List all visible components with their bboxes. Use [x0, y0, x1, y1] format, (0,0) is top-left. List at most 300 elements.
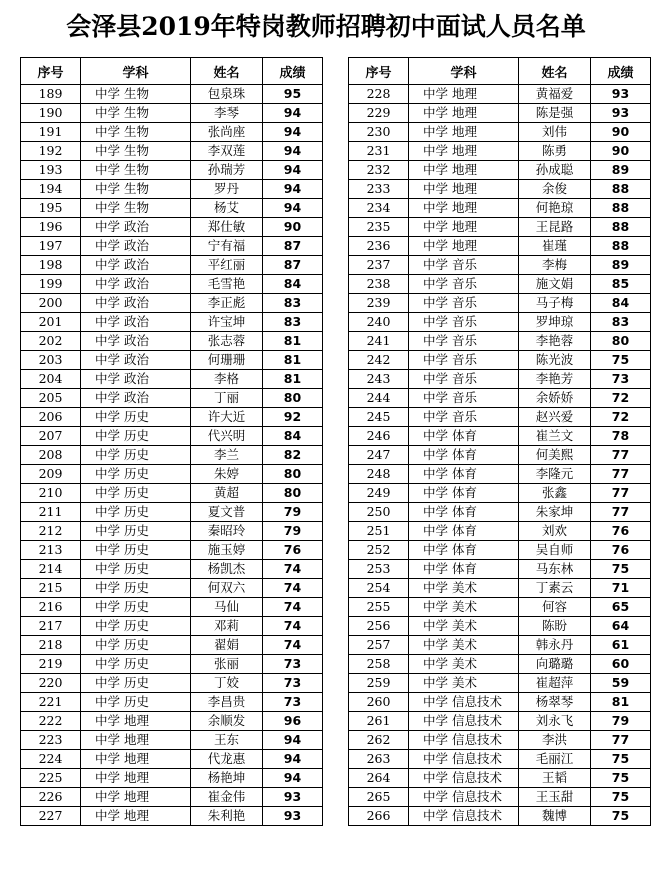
- cell-score: 79: [591, 712, 651, 731]
- cell-subject: 中学 地理: [81, 788, 191, 807]
- cell-score: 82: [263, 446, 323, 465]
- cell-name: 包泉珠: [191, 85, 263, 104]
- cell-score: 80: [263, 389, 323, 408]
- cell-index: 242: [349, 351, 409, 370]
- cell-subject: 中学 信息技术: [409, 693, 519, 712]
- cell-name: 李琴: [191, 104, 263, 123]
- cell-index: 214: [21, 560, 81, 579]
- cell-score: 64: [591, 617, 651, 636]
- table-row: [349, 275, 651, 294]
- cell-subject: 中学 美术: [409, 674, 519, 693]
- cell-index: 236: [349, 237, 409, 256]
- cell-name: 何艳琼: [519, 199, 591, 218]
- cell-subject: 中学 地理: [81, 807, 191, 826]
- table-row: [21, 446, 323, 465]
- cell-index: 210: [21, 484, 81, 503]
- cell-score: 94: [263, 142, 323, 161]
- table-row: [21, 484, 323, 503]
- cell-score: 72: [591, 408, 651, 427]
- cell-name: 毛丽江: [519, 750, 591, 769]
- cell-index: 253: [349, 560, 409, 579]
- cell-index: 205: [21, 389, 81, 408]
- header-subject: 学科: [81, 58, 191, 85]
- cell-score: 80: [263, 465, 323, 484]
- cell-name: 杨翠琴: [519, 693, 591, 712]
- cell-index: 238: [349, 275, 409, 294]
- cell-subject: 中学 生物: [81, 199, 191, 218]
- cell-score: 81: [263, 332, 323, 351]
- cell-score: 84: [263, 427, 323, 446]
- cell-name: 余俊: [519, 180, 591, 199]
- cell-name: 何珊珊: [191, 351, 263, 370]
- table-row: [349, 560, 651, 579]
- cell-index: 250: [349, 503, 409, 522]
- cell-index: 247: [349, 446, 409, 465]
- table-row: [21, 693, 323, 712]
- cell-name: 陈光波: [519, 351, 591, 370]
- table-row: [349, 579, 651, 598]
- cell-name: 夏文普: [191, 503, 263, 522]
- table-row: [349, 104, 651, 123]
- cell-subject: 中学 历史: [81, 446, 191, 465]
- cell-index: 196: [21, 218, 81, 237]
- cell-name: 李艳蓉: [519, 332, 591, 351]
- cell-index: 257: [349, 636, 409, 655]
- table-row: [349, 522, 651, 541]
- cell-subject: 中学 历史: [81, 674, 191, 693]
- cell-score: 75: [591, 769, 651, 788]
- cell-name: 马子梅: [519, 294, 591, 313]
- cell-subject: 中学 生物: [81, 104, 191, 123]
- cell-name: 刘欢: [519, 522, 591, 541]
- table-row: [349, 617, 651, 636]
- table-row: [21, 313, 323, 332]
- table-header-row: [349, 58, 651, 85]
- cell-subject: 中学 体育: [409, 560, 519, 579]
- cell-subject: 中学 信息技术: [409, 807, 519, 826]
- cell-index: 219: [21, 655, 81, 674]
- cell-name: 王韬: [519, 769, 591, 788]
- cell-subject: 中学 体育: [409, 541, 519, 560]
- cell-index: 203: [21, 351, 81, 370]
- table-row: [349, 636, 651, 655]
- table-row: [349, 180, 651, 199]
- cell-score: 92: [263, 408, 323, 427]
- cell-subject: 中学 政治: [81, 237, 191, 256]
- cell-name: 王昆路: [519, 218, 591, 237]
- cell-index: 211: [21, 503, 81, 522]
- cell-subject: 中学 美术: [409, 598, 519, 617]
- cell-score: 94: [263, 769, 323, 788]
- cell-score: 81: [263, 351, 323, 370]
- cell-subject: 中学 体育: [409, 427, 519, 446]
- cell-name: 张志蓉: [191, 332, 263, 351]
- cell-subject: 中学 信息技术: [409, 750, 519, 769]
- cell-subject: 中学 政治: [81, 256, 191, 275]
- table-row: [349, 427, 651, 446]
- table-row: [349, 598, 651, 617]
- cell-name: 黄福爱: [519, 85, 591, 104]
- cell-name: 何美熙: [519, 446, 591, 465]
- cell-score: 90: [591, 142, 651, 161]
- cell-index: 263: [349, 750, 409, 769]
- cell-subject: 中学 地理: [409, 123, 519, 142]
- cell-index: 239: [349, 294, 409, 313]
- cell-index: 213: [21, 541, 81, 560]
- cell-subject: 中学 政治: [81, 313, 191, 332]
- table-row: [21, 389, 323, 408]
- cell-score: 93: [591, 104, 651, 123]
- cell-name: 余娇娇: [519, 389, 591, 408]
- cell-index: 204: [21, 370, 81, 389]
- table-row: [21, 199, 323, 218]
- table-row: [21, 370, 323, 389]
- cell-name: 崔瑾: [519, 237, 591, 256]
- cell-index: 208: [21, 446, 81, 465]
- cell-index: 224: [21, 750, 81, 769]
- cell-index: 222: [21, 712, 81, 731]
- table-row: [21, 674, 323, 693]
- cell-score: 77: [591, 484, 651, 503]
- table-row: [349, 351, 651, 370]
- cell-subject: 中学 美术: [409, 636, 519, 655]
- cell-subject: 中学 历史: [81, 484, 191, 503]
- cell-subject: 中学 政治: [81, 332, 191, 351]
- cell-score: 94: [263, 123, 323, 142]
- cell-score: 59: [591, 674, 651, 693]
- cell-score: 73: [591, 370, 651, 389]
- header-index: 序号: [21, 58, 81, 85]
- table-row: [349, 807, 651, 826]
- cell-subject: 中学 历史: [81, 693, 191, 712]
- cell-subject: 中学 体育: [409, 484, 519, 503]
- cell-score: 75: [591, 351, 651, 370]
- cell-name: 李兰: [191, 446, 263, 465]
- table-row: [21, 180, 323, 199]
- cell-index: 225: [21, 769, 81, 788]
- cell-index: 244: [349, 389, 409, 408]
- table-row: [349, 503, 651, 522]
- cell-index: 256: [349, 617, 409, 636]
- table-row: [21, 256, 323, 275]
- table-header-row: [21, 58, 323, 85]
- cell-score: 77: [591, 731, 651, 750]
- table-row: [21, 750, 323, 769]
- cell-score: 80: [263, 484, 323, 503]
- table-row: [21, 636, 323, 655]
- table-row: [349, 541, 651, 560]
- cell-name: 毛雪艳: [191, 275, 263, 294]
- cell-score: 76: [263, 541, 323, 560]
- table-row: [349, 655, 651, 674]
- cell-score: 61: [591, 636, 651, 655]
- cell-name: 张尚座: [191, 123, 263, 142]
- cell-subject: 中学 地理: [81, 731, 191, 750]
- header-index: 序号: [349, 58, 409, 85]
- cell-name: 刘伟: [519, 123, 591, 142]
- cell-subject: 中学 政治: [81, 351, 191, 370]
- cell-name: 丁素云: [519, 579, 591, 598]
- cell-index: 198: [21, 256, 81, 275]
- cell-index: 199: [21, 275, 81, 294]
- cell-score: 89: [591, 256, 651, 275]
- cell-index: 209: [21, 465, 81, 484]
- table-row: [349, 788, 651, 807]
- cell-name: 崔金伟: [191, 788, 263, 807]
- cell-score: 71: [591, 579, 651, 598]
- table-row: [21, 807, 323, 826]
- cell-subject: 中学 信息技术: [409, 712, 519, 731]
- cell-index: 232: [349, 161, 409, 180]
- cell-index: 200: [21, 294, 81, 313]
- cell-index: 227: [21, 807, 81, 826]
- candidate-table-right: [348, 57, 651, 826]
- table-row: [349, 769, 651, 788]
- cell-score: 88: [591, 218, 651, 237]
- cell-index: 235: [349, 218, 409, 237]
- cell-score: 83: [263, 294, 323, 313]
- cell-name: 李昌贵: [191, 693, 263, 712]
- cell-subject: 中学 音乐: [409, 294, 519, 313]
- cell-name: 施文娟: [519, 275, 591, 294]
- cell-score: 90: [591, 123, 651, 142]
- cell-score: 76: [591, 522, 651, 541]
- cell-index: 260: [349, 693, 409, 712]
- cell-name: 李洪: [519, 731, 591, 750]
- cell-score: 87: [263, 256, 323, 275]
- cell-index: 240: [349, 313, 409, 332]
- cell-subject: 中学 音乐: [409, 370, 519, 389]
- table-row: [21, 275, 323, 294]
- cell-subject: 中学 美术: [409, 617, 519, 636]
- cell-score: 93: [591, 85, 651, 104]
- cell-index: 255: [349, 598, 409, 617]
- cell-score: 75: [591, 750, 651, 769]
- cell-subject: 中学 音乐: [409, 389, 519, 408]
- table-row: [21, 427, 323, 446]
- cell-index: 212: [21, 522, 81, 541]
- cell-name: 宁有福: [191, 237, 263, 256]
- cell-subject: 中学 音乐: [409, 256, 519, 275]
- table-row: [349, 389, 651, 408]
- table-row: [21, 579, 323, 598]
- cell-score: 93: [263, 788, 323, 807]
- cell-score: 73: [263, 674, 323, 693]
- cell-name: 黄超: [191, 484, 263, 503]
- cell-index: 197: [21, 237, 81, 256]
- table-row: [21, 294, 323, 313]
- cell-index: 245: [349, 408, 409, 427]
- cell-subject: 中学 历史: [81, 408, 191, 427]
- cell-score: 77: [591, 465, 651, 484]
- header-score: 成绩: [591, 58, 651, 85]
- cell-score: 75: [591, 788, 651, 807]
- table-row: [349, 674, 651, 693]
- table-row: [21, 769, 323, 788]
- cell-index: 226: [21, 788, 81, 807]
- cell-index: 193: [21, 161, 81, 180]
- cell-subject: 中学 政治: [81, 389, 191, 408]
- cell-score: 94: [263, 104, 323, 123]
- cell-subject: 中学 信息技术: [409, 769, 519, 788]
- cell-subject: 中学 政治: [81, 370, 191, 389]
- cell-name: 王东: [191, 731, 263, 750]
- cell-index: 202: [21, 332, 81, 351]
- cell-index: 228: [349, 85, 409, 104]
- cell-name: 李艳芳: [519, 370, 591, 389]
- cell-score: 81: [263, 370, 323, 389]
- cell-index: 231: [349, 142, 409, 161]
- cell-index: 259: [349, 674, 409, 693]
- cell-subject: 中学 生物: [81, 142, 191, 161]
- cell-index: 221: [21, 693, 81, 712]
- cell-subject: 中学 地理: [409, 218, 519, 237]
- cell-index: 192: [21, 142, 81, 161]
- cell-index: 265: [349, 788, 409, 807]
- header-subject: 学科: [409, 58, 519, 85]
- cell-subject: 中学 历史: [81, 427, 191, 446]
- cell-score: 94: [263, 161, 323, 180]
- cell-score: 74: [263, 579, 323, 598]
- cell-subject: 中学 历史: [81, 522, 191, 541]
- table-row: [349, 370, 651, 389]
- table-row: [21, 237, 323, 256]
- cell-score: 73: [263, 693, 323, 712]
- cell-subject: 中学 历史: [81, 636, 191, 655]
- cell-score: 88: [591, 237, 651, 256]
- cell-index: 237: [349, 256, 409, 275]
- cell-subject: 中学 地理: [409, 161, 519, 180]
- cell-score: 94: [263, 199, 323, 218]
- table-row: [349, 313, 651, 332]
- table-row: [349, 237, 651, 256]
- cell-name: 刘永飞: [519, 712, 591, 731]
- cell-score: 74: [263, 636, 323, 655]
- table-row: [21, 655, 323, 674]
- cell-name: 李格: [191, 370, 263, 389]
- cell-name: 何双六: [191, 579, 263, 598]
- cell-score: 60: [591, 655, 651, 674]
- cell-subject: 中学 历史: [81, 503, 191, 522]
- cell-score: 74: [263, 598, 323, 617]
- table-row: [21, 408, 323, 427]
- candidate-table-left: [20, 57, 323, 826]
- cell-subject: 中学 音乐: [409, 313, 519, 332]
- cell-name: 赵兴爱: [519, 408, 591, 427]
- cell-score: 83: [263, 313, 323, 332]
- table-row: [349, 750, 651, 769]
- cell-name: 朱利艳: [191, 807, 263, 826]
- cell-index: 243: [349, 370, 409, 389]
- cell-score: 96: [263, 712, 323, 731]
- cell-score: 74: [263, 617, 323, 636]
- cell-subject: 中学 历史: [81, 560, 191, 579]
- cell-name: 崔超萍: [519, 674, 591, 693]
- table-row: [21, 85, 323, 104]
- cell-subject: 中学 地理: [81, 750, 191, 769]
- cell-name: 李隆元: [519, 465, 591, 484]
- cell-subject: 中学 地理: [409, 142, 519, 161]
- cell-name: 秦昭玲: [191, 522, 263, 541]
- cell-name: 朱家坤: [519, 503, 591, 522]
- cell-subject: 中学 美术: [409, 655, 519, 674]
- cell-score: 73: [263, 655, 323, 674]
- cell-subject: 中学 生物: [81, 85, 191, 104]
- cell-subject: 中学 地理: [409, 199, 519, 218]
- cell-index: 241: [349, 332, 409, 351]
- cell-index: 234: [349, 199, 409, 218]
- cell-name: 李双莲: [191, 142, 263, 161]
- cell-subject: 中学 历史: [81, 541, 191, 560]
- table-row: [21, 503, 323, 522]
- cell-index: 258: [349, 655, 409, 674]
- table-row: [349, 408, 651, 427]
- cell-score: 88: [591, 180, 651, 199]
- cell-score: 84: [591, 294, 651, 313]
- cell-name: 杨凯杰: [191, 560, 263, 579]
- table-row: [21, 617, 323, 636]
- cell-name: 翟娟: [191, 636, 263, 655]
- cell-score: 84: [263, 275, 323, 294]
- header-score: 成绩: [263, 58, 323, 85]
- cell-score: 78: [591, 427, 651, 446]
- cell-subject: 中学 音乐: [409, 275, 519, 294]
- table-row: [349, 161, 651, 180]
- cell-name: 郑仕敏: [191, 218, 263, 237]
- cell-score: 75: [591, 560, 651, 579]
- cell-name: 崔兰文: [519, 427, 591, 446]
- cell-name: 王玉甜: [519, 788, 591, 807]
- cell-score: 80: [591, 332, 651, 351]
- cell-index: 201: [21, 313, 81, 332]
- cell-index: 220: [21, 674, 81, 693]
- cell-name: 陈是强: [519, 104, 591, 123]
- cell-score: 77: [591, 446, 651, 465]
- cell-name: 陈勇: [519, 142, 591, 161]
- cell-name: 罗丹: [191, 180, 263, 199]
- cell-name: 李正彪: [191, 294, 263, 313]
- table-row: [349, 123, 651, 142]
- cell-index: 207: [21, 427, 81, 446]
- cell-subject: 中学 生物: [81, 161, 191, 180]
- table-row: [21, 161, 323, 180]
- table-row: [349, 199, 651, 218]
- cell-name: 丁姣: [191, 674, 263, 693]
- cell-subject: 中学 地理: [81, 712, 191, 731]
- cell-subject: 中学 地理: [409, 85, 519, 104]
- cell-subject: 中学 体育: [409, 465, 519, 484]
- cell-subject: 中学 政治: [81, 294, 191, 313]
- cell-index: 230: [349, 123, 409, 142]
- cell-subject: 中学 地理: [409, 104, 519, 123]
- cell-subject: 中学 信息技术: [409, 731, 519, 750]
- cell-index: 218: [21, 636, 81, 655]
- table-row: [21, 598, 323, 617]
- cell-name: 吴自师: [519, 541, 591, 560]
- table-row: [349, 465, 651, 484]
- cell-score: 75: [591, 807, 651, 826]
- cell-score: 79: [263, 522, 323, 541]
- table-row: [349, 693, 651, 712]
- table-row: [21, 123, 323, 142]
- table-row: [21, 731, 323, 750]
- cell-index: 195: [21, 199, 81, 218]
- cell-name: 杨艳坤: [191, 769, 263, 788]
- cell-subject: 中学 地理: [81, 769, 191, 788]
- cell-score: 88: [591, 199, 651, 218]
- cell-index: 223: [21, 731, 81, 750]
- cell-name: 张鑫: [519, 484, 591, 503]
